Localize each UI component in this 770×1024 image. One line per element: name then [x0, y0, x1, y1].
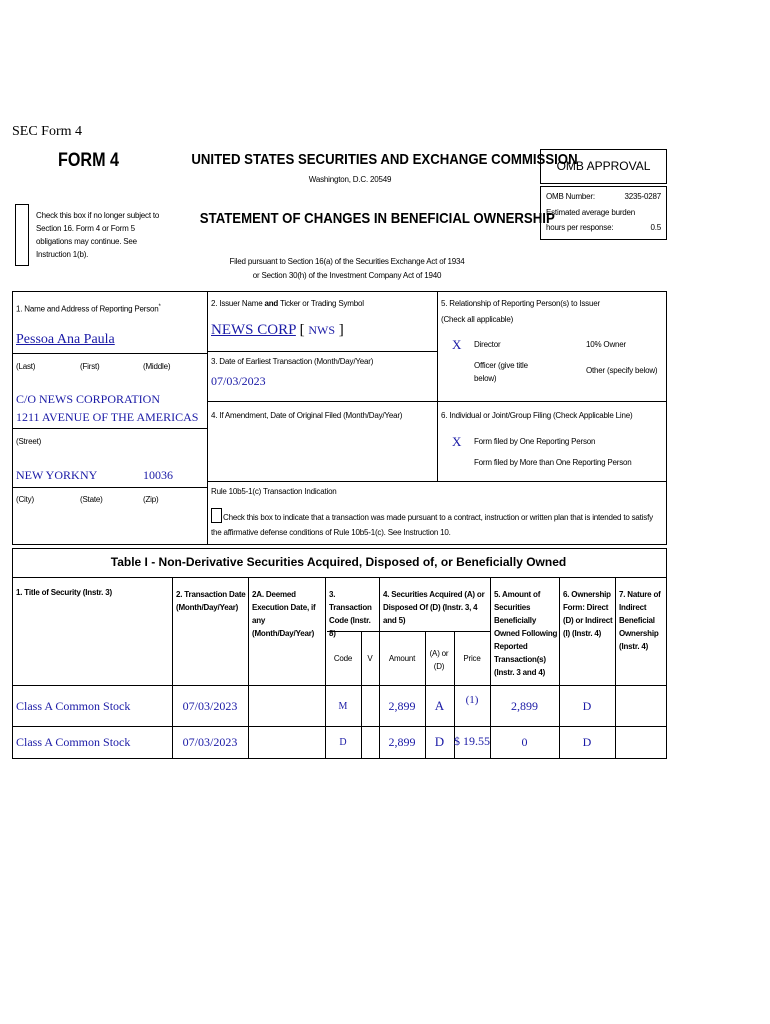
one-person-mark[interactable]: X	[452, 434, 462, 449]
address-line1: C/O NEWS CORPORATION	[16, 392, 161, 406]
omb-title: OMB APPROVAL	[556, 159, 651, 173]
agency-title: UNITED STATES SECURITIES AND EXCHANGE COMMISSION	[191, 151, 578, 168]
last-label: (Last)	[16, 362, 36, 371]
subcol-code: Code	[333, 654, 353, 663]
earliest-transaction-date: 07/03/2023	[211, 374, 266, 388]
box6-label: 6. Individual or Joint/Group Filing (Check Applicable Line)	[441, 411, 633, 420]
other-label: Other (specify below)	[586, 366, 658, 375]
filed-line2: or Section 30(h) of the Investment Company Act of 1940	[252, 271, 442, 280]
table-row-1-title: Class A Common Stock	[16, 699, 131, 713]
officer-label: Officer (give title below)	[474, 361, 528, 383]
subcol-price: Price	[463, 654, 481, 663]
col-securities-acquired: 4. Securities Acquired (A) or Disposed Of (D) (Instr. 3, 4 and 5)	[383, 590, 485, 625]
agency-location: Washington, D.C. 20549	[308, 175, 392, 184]
table-row-1-owned: 2,899	[511, 699, 538, 713]
page-label: SEC Form 4	[12, 124, 83, 139]
first-label: (First)	[80, 362, 100, 371]
state-value: NY	[80, 468, 98, 482]
form-title: FORM 4	[58, 150, 120, 171]
section16-text: Check this box if no longer subject to Section 16. Form 4 or Form 5 obligations may continue. See Instruction 1(b).	[36, 211, 160, 259]
multi-person-label: Form filed by More than One Reporting Person	[474, 458, 632, 467]
table-row-2-title: Class A Common Stock	[16, 735, 131, 749]
col-deemed-date: 2A. Deemed Execution Date, if any (Month/Day/Year)	[252, 590, 316, 638]
subcol-amount: Amount	[388, 654, 416, 663]
one-person-label: Form filed by One Reporting Person	[474, 437, 596, 446]
table-row-1-date: 07/03/2023	[182, 699, 238, 713]
city-value: NEW YORK	[16, 468, 80, 482]
omb-title-box	[540, 149, 667, 184]
col-transaction-code: 3. Transaction Code (Instr. 8)	[329, 590, 372, 638]
box5-label1: 5. Relationship of Reporting Person(s) to Issuer	[441, 299, 600, 308]
table-row-1-amount: 2,899	[388, 699, 416, 713]
table-row-1-ad: A	[434, 698, 445, 713]
rule-text: Check this box to indicate that a transaction was made pursuant to a contract, instruction or written plan that is intended to satisfy the affirmative defense conditions of Rule 10b5-1(c). See Instruction 10.	[211, 513, 653, 537]
rule-label: Rule 10b5-1(c) Transaction Indication	[211, 487, 337, 496]
box3-label: 3. Date of Earliest Transaction (Month/Day/Year)	[211, 357, 374, 366]
table-row-1-price[interactable]: (1)	[465, 694, 479, 706]
address-line2: 1211 AVENUE OF THE AMERICAS	[16, 410, 199, 424]
table-row-2-owned: 0	[521, 735, 528, 749]
table-row-2-amount: 2,899	[388, 735, 416, 749]
middle-label: (Middle)	[143, 362, 171, 371]
box2-label: 2. Issuer Name and Ticker or Trading Symbol	[211, 299, 364, 308]
table-row-2-price: $ 19.55	[454, 734, 490, 748]
issuer-line: NEWS CORP [ NWS ]	[211, 322, 344, 338]
ticker-symbol: NWS	[308, 323, 336, 337]
omb-number-label: OMB Number:	[546, 192, 595, 201]
table-row-1-code: M	[338, 701, 348, 712]
table-row-2-ad: D	[434, 734, 445, 749]
filed-line1: Filed pursuant to Section 16(a) of the Securities Exchange Act of 1934	[229, 257, 465, 266]
table-row-2-date: 07/03/2023	[182, 735, 238, 749]
omb-burden-label1: Estimated average burden	[546, 208, 636, 217]
box4-label: 4. If Amendment, Date of Original Filed (Month/Day/Year)	[211, 411, 403, 420]
omb-details-box	[540, 186, 667, 240]
issuer-name[interactable]: NEWS CORP	[211, 322, 296, 338]
statement-title: STATEMENT OF CHANGES IN BENEFICIAL OWNERSHIP	[199, 210, 555, 227]
col-title-security: 1. Title of Security (Instr. 3)	[16, 588, 112, 597]
box1-label: 1. Name and Address of Reporting Person*	[16, 304, 161, 314]
table-row-2-code: D	[339, 737, 347, 748]
table-row-1-form: D	[582, 699, 592, 713]
director-label: Director	[474, 340, 501, 349]
state-label: (State)	[80, 495, 103, 504]
table1-title: Table I - Non-Derivative Securities Acquired, Disposed of, or Beneficially Owned	[110, 555, 567, 569]
reporting-person-name[interactable]: Pessoa Ana Paula	[16, 332, 115, 347]
col-amount-owned: 5. Amount of Securities Beneficially Owned Following Reported Transaction(s) (Instr. 3 and 4)	[494, 590, 558, 677]
zip-value: 10036	[143, 468, 173, 482]
section16-checkbox[interactable]	[15, 204, 29, 266]
city-label: (City)	[16, 495, 34, 504]
table-row-2-form: D	[582, 735, 592, 749]
subcol-v: V	[367, 654, 373, 663]
omb-number-value: 3235-0287	[624, 192, 661, 201]
col-ownership-form: 6. Ownership Form: Direct (D) or Indirect (I) (Instr. 4)	[563, 590, 613, 638]
zip-label: (Zip)	[143, 495, 159, 504]
col-transaction-date: 2. Transaction Date (Month/Day/Year)	[176, 590, 246, 612]
director-mark[interactable]: X	[452, 337, 462, 352]
col-nature-indirect: 7. Nature of Indirect Beneficial Ownership (Instr. 4)	[619, 590, 661, 651]
ten-pct-owner-label: 10% Owner	[586, 340, 626, 349]
omb-burden-value: 0.5	[650, 223, 661, 232]
box5-label2: (Check all applicable)	[441, 315, 514, 324]
street-label: (Street)	[16, 437, 42, 446]
subcol-a-or-d: (A) or (D)	[429, 649, 449, 671]
omb-burden-label2: hours per response:	[546, 223, 614, 232]
